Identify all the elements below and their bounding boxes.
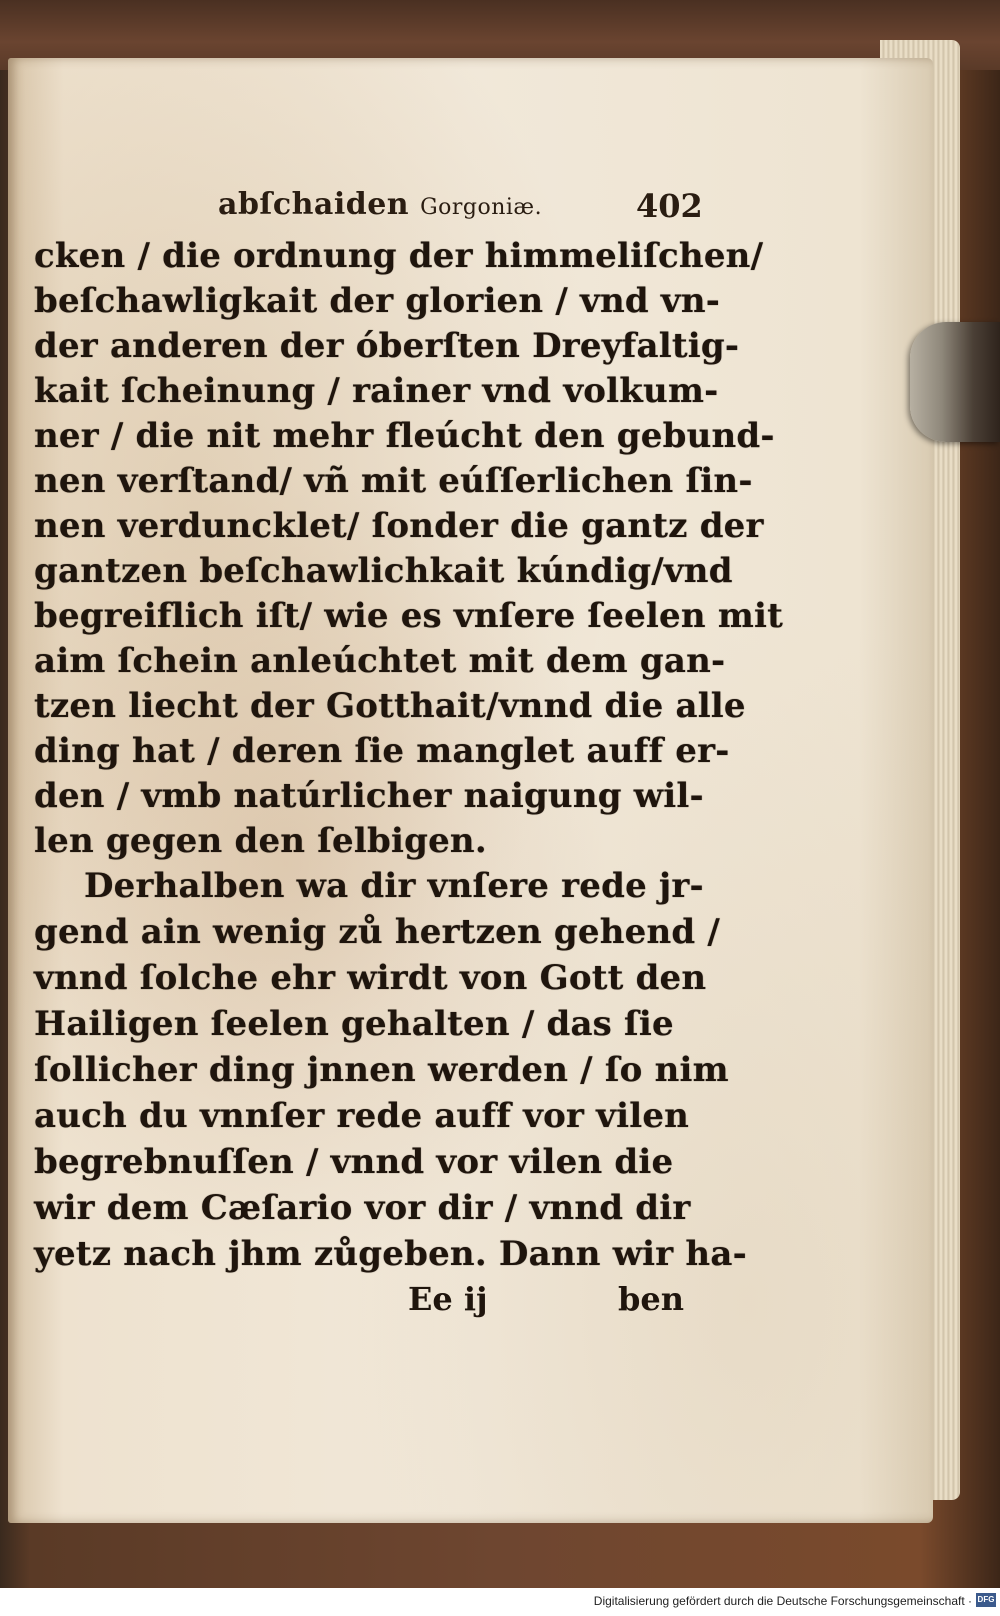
text-line: wir dem Cæſario vor dir / vnnd dir xyxy=(34,1188,691,1228)
text-line: nen verduncklet/ ſonder die gantz der xyxy=(34,506,764,546)
text-line: cken / die ordnung der himmeliſchen/ xyxy=(34,236,764,276)
book-clasp xyxy=(910,322,1000,442)
text-line: nen verſtand/ vñ mit eúſſerlichen ſin‑ xyxy=(34,461,753,501)
dfg-logo: DFG xyxy=(976,1593,996,1607)
text-line: len gegen den ſelbigen. xyxy=(34,821,487,861)
catchword: ben xyxy=(618,1280,684,1318)
text-line: beſchawligkait der glorien / vnd vn‑ xyxy=(34,281,721,321)
text-line: der anderen der óberſten Dreyfaltig‑ xyxy=(34,326,740,366)
page-footer xyxy=(308,1280,708,1330)
book-page xyxy=(8,58,933,1523)
page-number: 402 xyxy=(636,187,703,225)
text-line: aim ſchein anleúchtet mit dem gan‑ xyxy=(34,641,726,681)
text-line: begrebnuſſen / vnnd vor vilen die xyxy=(34,1142,674,1182)
text-line: auch du vnnſer rede auff vor vilen xyxy=(34,1096,690,1136)
text-line: ſollicher ding jnnen werden / ſo nim xyxy=(34,1050,729,1090)
digitization-footer xyxy=(0,1588,1000,1616)
text-line: vnnd ſolche ehr wirdt von Gott den xyxy=(34,958,707,998)
text-line: gend ain wenig zů hertzen gehend / xyxy=(34,912,721,952)
text-line: ner / die nit mehr fleúcht den gebund‑ xyxy=(34,416,775,456)
page-header xyxy=(208,183,708,233)
signature-mark: Ee ij xyxy=(408,1280,488,1318)
text-line: kait ſcheinung / rainer vnd volkum‑ xyxy=(34,371,719,411)
text-line: yetz nach jhm zůgeben. Dann wir ha‑ xyxy=(34,1234,747,1274)
digitization-credit: Digitalisierung gefördert durch die Deutsche Forschungsgemeinschaft · xyxy=(593,1594,972,1608)
running-head: abſchaiden Gorgoniæ. xyxy=(218,187,543,222)
text-line: Hailigen ſeelen gehalten / das ſie xyxy=(34,1004,674,1044)
text-line: tzen liecht der Gotthait/vnnd die alle xyxy=(34,686,746,726)
text-line: begreiflich iſt/ wie es vnſere ſeelen mit xyxy=(34,596,784,636)
text-line: den / vmb natúrlicher naigung wil‑ xyxy=(34,776,704,816)
text-line: gantzen beſchawlichkait kúndig/vnd xyxy=(34,551,733,591)
text-line: ding hat / deren ſie manglet auff er‑ xyxy=(34,731,730,771)
text-line: Derhalben wa dir vnſere rede jr‑ xyxy=(84,866,704,906)
running-head-small: Gorgoniæ. xyxy=(420,195,543,220)
